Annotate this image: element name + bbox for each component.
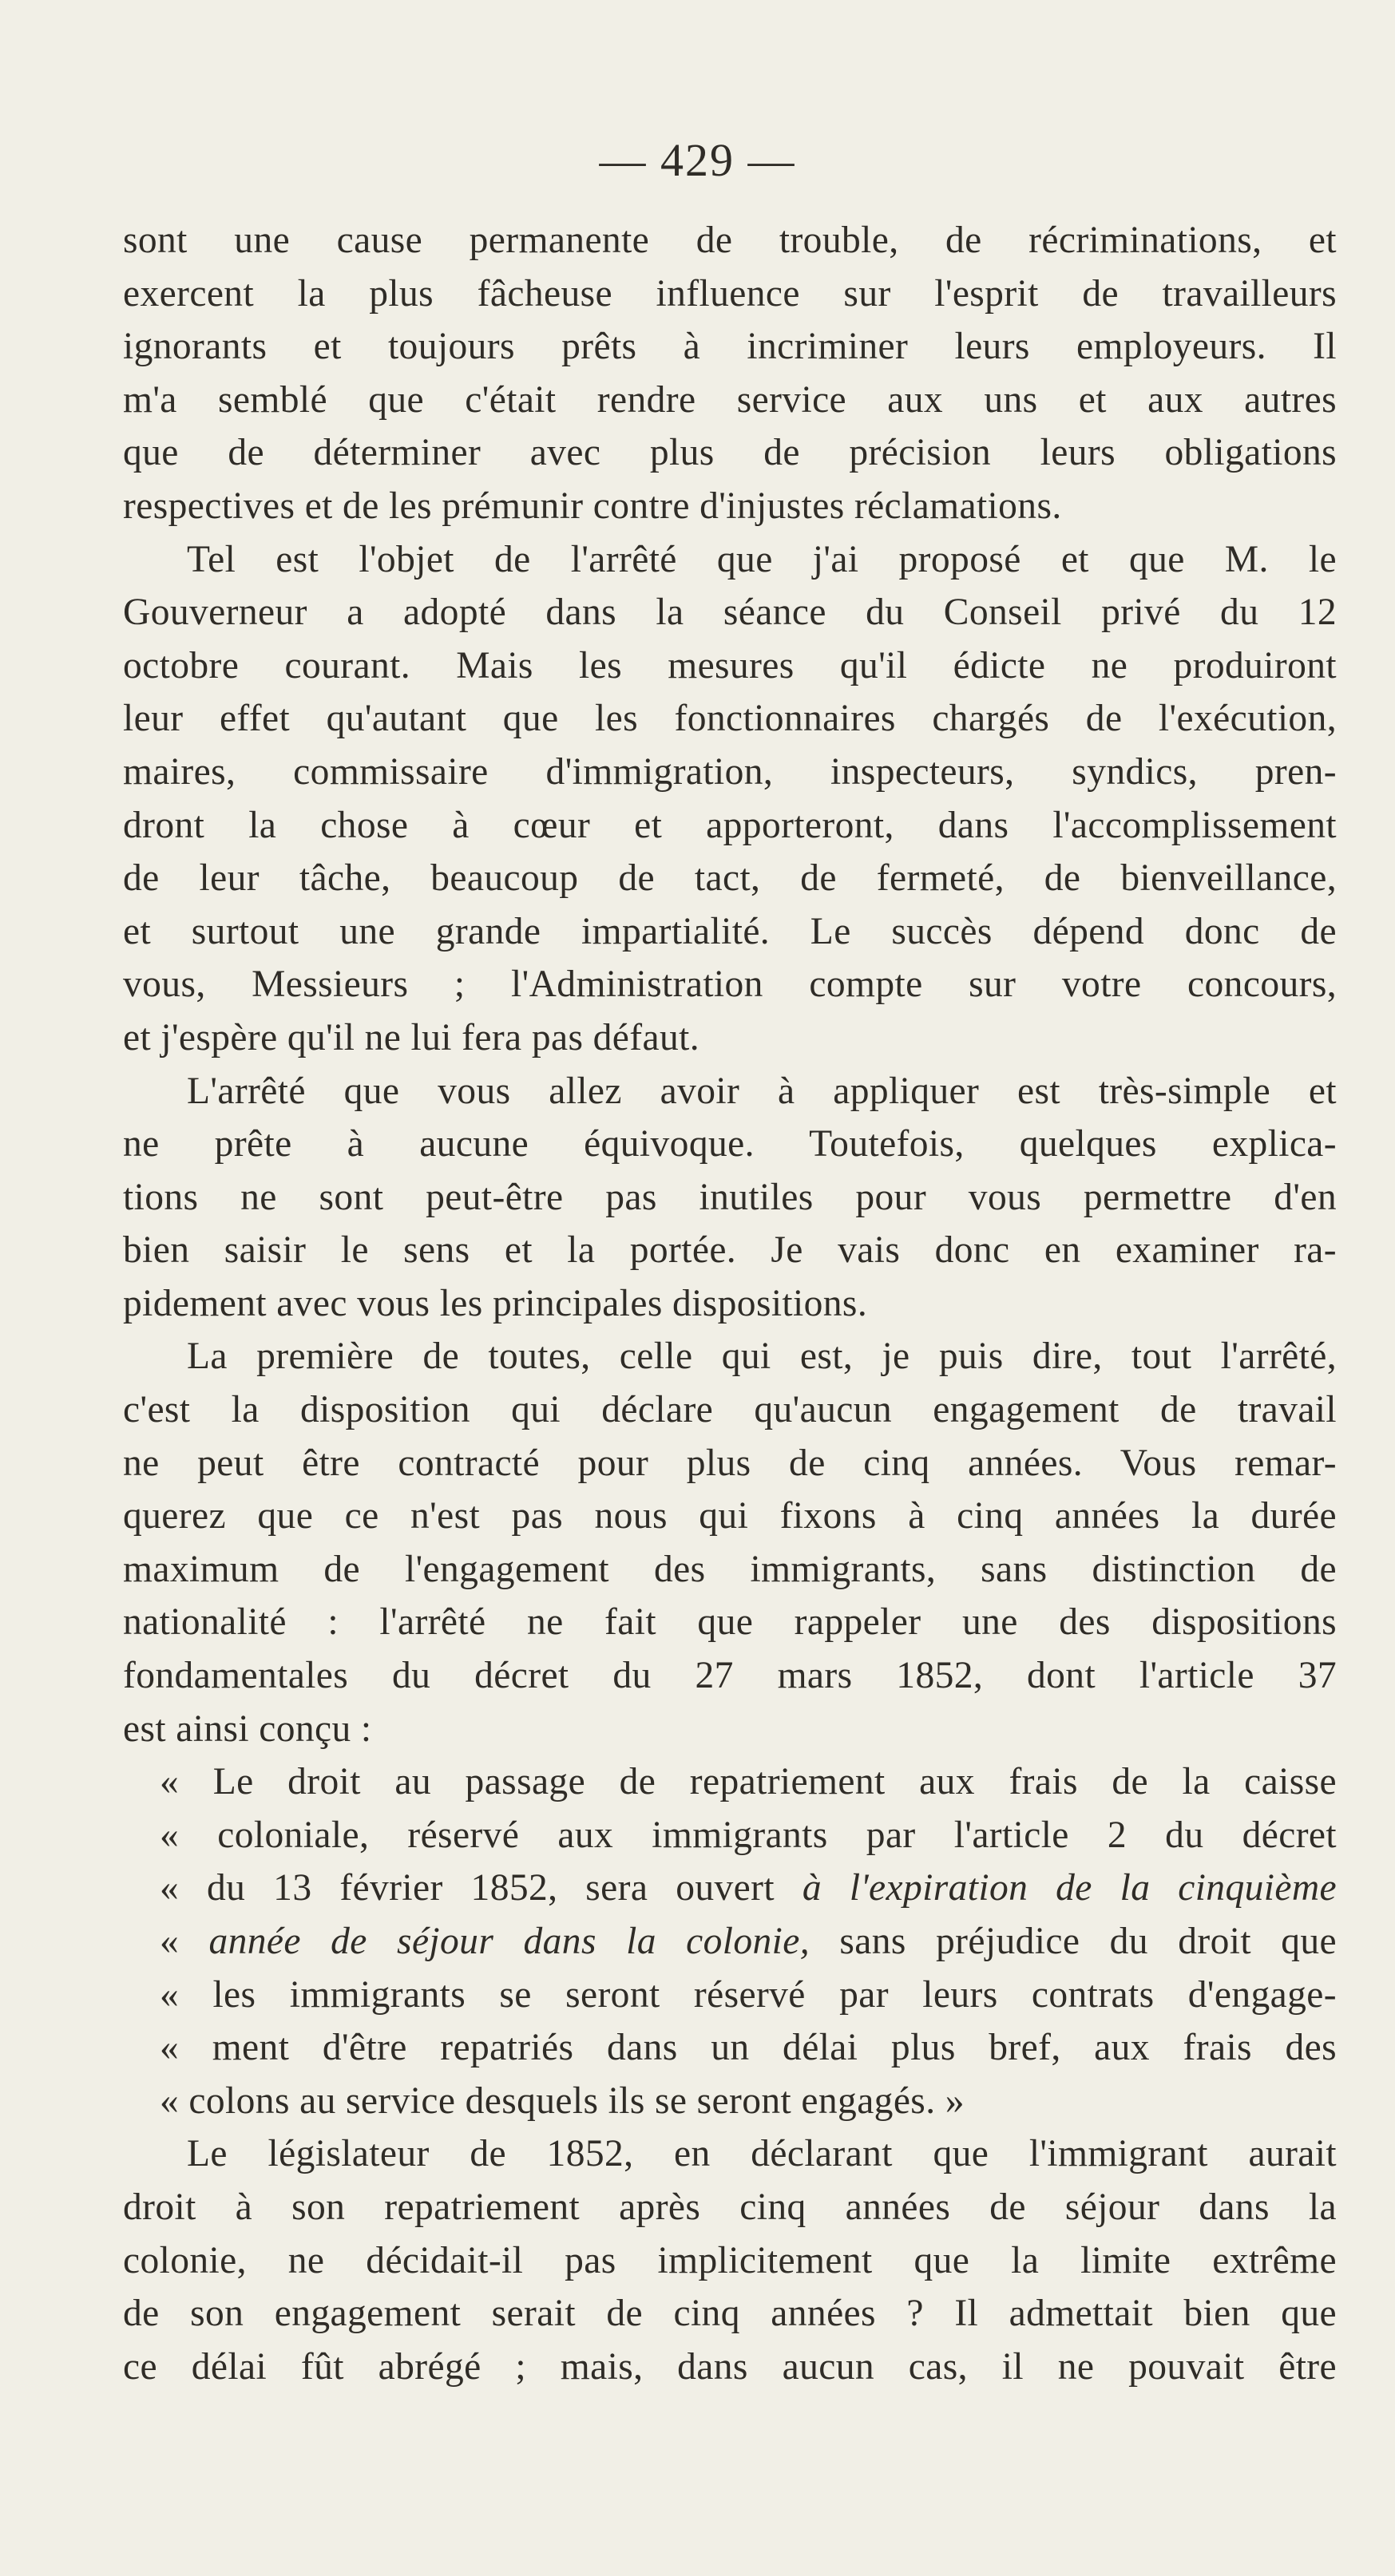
- quote-line: [123, 1755, 1337, 1809]
- text-line: ne peut être contracté pour plus de cinq années. Vous remar-: [123, 1442, 1337, 1484]
- quote-line-italic: à l'expiration de la cinquième: [802, 1867, 1338, 1909]
- text-line: nationalité : l'arrêté ne fait que rappeler une des dispositions: [123, 1601, 1337, 1644]
- quote-line: [123, 1809, 1337, 1862]
- text-line: maximum de l'engagement des immigrants, sans distinction de: [123, 1548, 1337, 1590]
- text-line: que de déterminer avec plus de précision leurs obligations: [123, 432, 1337, 474]
- quote-line-tail: sans préjudice du droit que: [810, 1921, 1337, 1962]
- text-line: ce délai fût abrégé ; mais, dans aucun cas, il ne pouvait être: [123, 2345, 1337, 2388]
- quote-line-plain: « les immigrants se seront réservé par leurs contrats d'engage-: [160, 1973, 1337, 2016]
- body-text: [123, 214, 1337, 2393]
- quote-line: [123, 1969, 1337, 2022]
- text-line: fondamentales du décret du 27 mars 1852, dont l'article 37: [123, 1655, 1337, 1697]
- text-line: maires, commissaire d'immigration, inspecteurs, syndics, pren-: [123, 750, 1337, 793]
- text-line: et j'espère qu'il ne lui fera pas défaut.: [123, 1016, 699, 1058]
- text-line: vous, Messieurs ; l'Administration compte sur votre concours,: [123, 964, 1337, 1006]
- text-line: ignorants et toujours prêts à incriminer leurs employeurs. Il: [123, 326, 1337, 368]
- quote-line: [123, 2021, 1337, 2075]
- text-line: La première de toutes, celle qui est, je puis dire, tout l'arrêté,: [187, 1335, 1337, 1378]
- text-line: leur effet qu'autant que les fonctionnaires chargés de l'exécution,: [123, 698, 1337, 740]
- text-line: de leur tâche, beaucoup de tact, de fermeté, de bienveillance,: [123, 857, 1337, 900]
- quote-line-plain: « colons au service desquels ils se seront engagés. »: [160, 2079, 965, 2122]
- quote-line-plain: «: [160, 1921, 209, 1962]
- text-line: octobre courant. Mais les mesures qu'il édicte ne produiront: [123, 644, 1337, 687]
- text-line: colonie, ne décidait-il pas implicitement que la limite extrême: [123, 2239, 1337, 2281]
- text-line: de son engagement serait de cinq années ? Il admettait bien que: [123, 2293, 1337, 2335]
- main-paragraphs: [123, 214, 1337, 1755]
- quote-line-italic: année de séjour dans la colonie,: [208, 1921, 810, 1962]
- text-line: querez que ce n'est pas nous qui fixons à cinq années la durée: [123, 1495, 1337, 1537]
- text-line: Le législateur de 1852, en déclarant que l'immigrant aurait: [187, 2133, 1337, 2175]
- text-line: respectives et de les prémunir contre d'injustes réclamations.: [123, 485, 1062, 527]
- quote-line-plain: « ment d'être repatriés dans un délai plus bref, aux frais des: [160, 2027, 1337, 2069]
- text-line: exercent la plus fâcheuse influence sur l'esprit de travailleurs: [123, 272, 1337, 315]
- text-line: bien saisir le sens et la portée. Je vais donc en examiner ra-: [123, 1229, 1337, 1272]
- text-line: pidement avec vous les principales dispositions.: [123, 1282, 868, 1324]
- text-line: m'a semblé que c'était rendre service aux uns et aux autres: [123, 378, 1337, 421]
- quote-line: [123, 1862, 1337, 1915]
- text-line: Tel est l'objet de l'arrêté que j'ai proposé et que M. le: [187, 538, 1337, 580]
- text-line: tions ne sont peut-être pas inutiles pour vous permettre d'en: [123, 1176, 1337, 1218]
- text-line: Gouverneur a adopté dans la séance du Conseil privé du 12: [123, 592, 1337, 634]
- quoted-decree-article: [123, 1755, 1337, 2127]
- text-line: L'arrêté que vous allez avoir à appliquer est très-simple et: [187, 1070, 1337, 1112]
- text-line: dront la chose à cœur et apporteront, dans l'accomplissement: [123, 804, 1337, 846]
- text-line: droit à son repatriement après cinq années de séjour dans la: [123, 2186, 1337, 2228]
- text-line: sont une cause permanente de trouble, de récriminations, et: [123, 220, 1337, 261]
- quote-line-plain: « Le droit au passage de repatriement aux frais de la caisse: [160, 1761, 1337, 1803]
- text-line: ne prête à aucune équivoque. Toutefois, quelques explica-: [123, 1123, 1337, 1165]
- quote-line: [123, 2075, 1337, 2128]
- page-number: — 429 —: [599, 134, 796, 186]
- quote-line: [123, 1915, 1337, 1969]
- text-line: et surtout une grande impartialité. Le succès dépend donc de: [123, 910, 1337, 952]
- text-line: est ainsi conçu :: [123, 1707, 372, 1750]
- text-line: c'est la disposition qui déclare qu'aucun engagement de travail: [123, 1389, 1337, 1431]
- quote-line-plain: « du 13 février 1852, sera ouvert: [160, 1867, 803, 1909]
- closing-paragraph: [123, 2127, 1337, 2393]
- quote-line-plain: « coloniale, réservé aux immigrants par l'article 2 du décret: [160, 1814, 1337, 1856]
